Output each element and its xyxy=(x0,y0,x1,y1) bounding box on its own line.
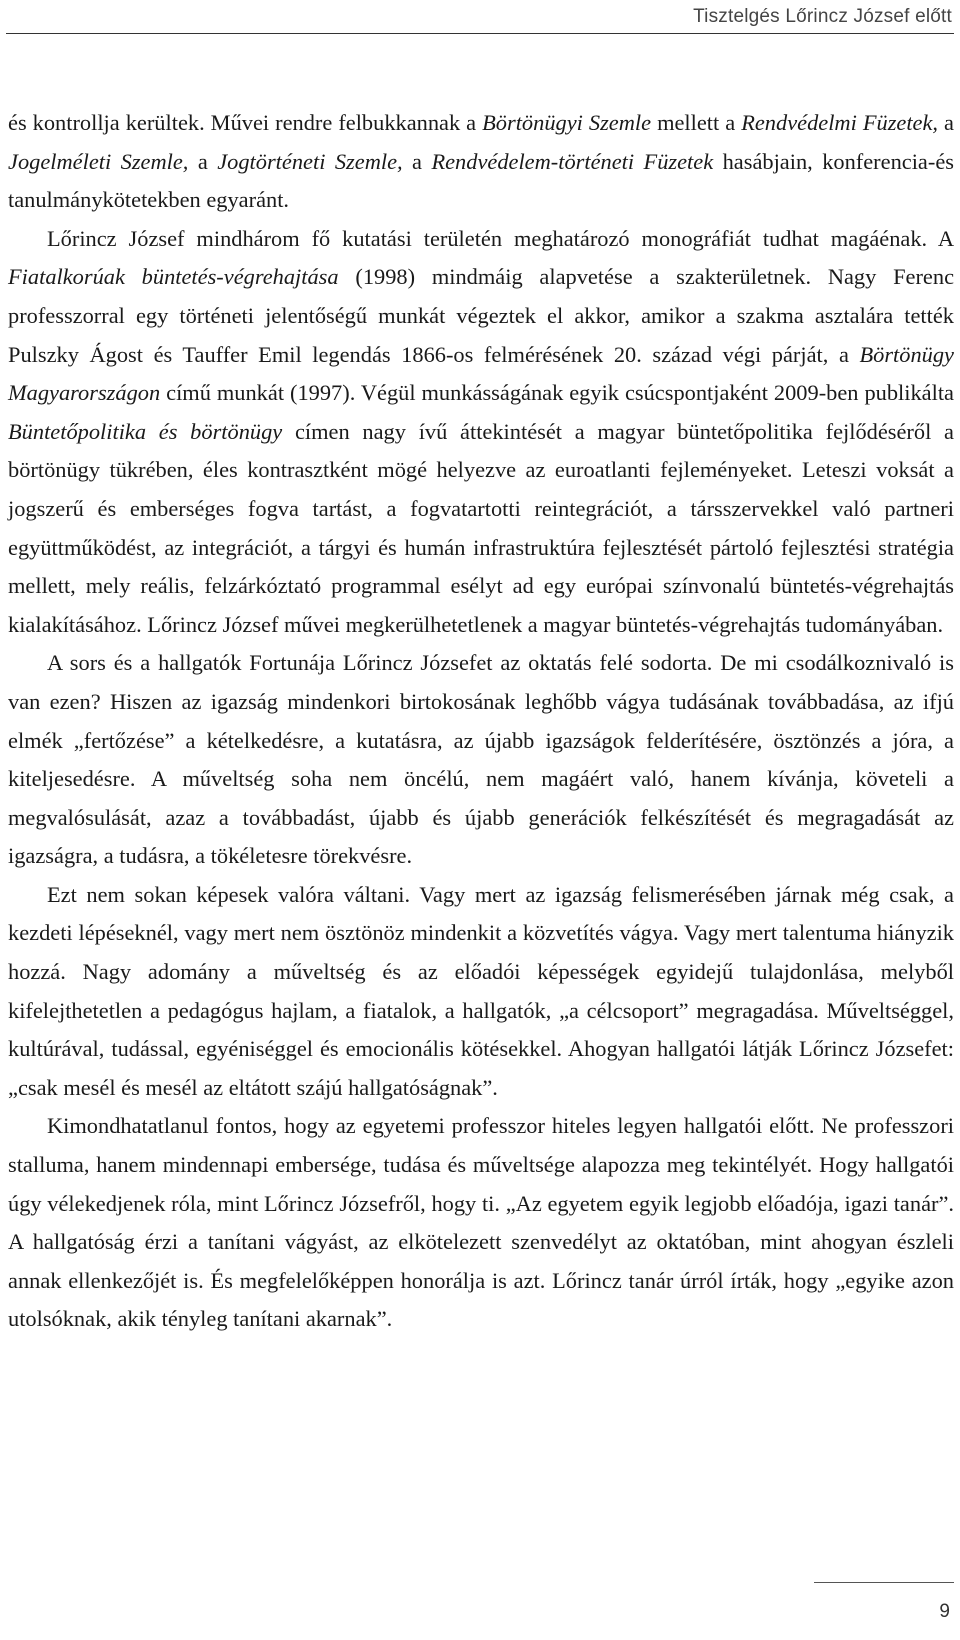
italic-title: Börtönügy Magyarországon xyxy=(8,341,954,406)
italic-title: Jogtörténeti Szemle, xyxy=(217,148,403,174)
body-paragraph xyxy=(8,876,954,1108)
text-run: a xyxy=(938,110,954,135)
italic-title: Rendvédelem-történeti Füzetek xyxy=(431,148,714,174)
italic-title: Rendvédelmi Füzetek, xyxy=(741,110,939,135)
body-paragraph xyxy=(8,644,954,876)
footer-rule xyxy=(814,1582,954,1583)
body-paragraph xyxy=(8,1107,954,1339)
running-header-title: Tisztelgés Lőrincz József előtt xyxy=(693,6,952,27)
italic-title: Fiatalkorúak büntetés-végrehajtása xyxy=(8,264,339,290)
article-body xyxy=(8,104,954,1339)
text-run: (1998) mindmáig alapvetése a szakterületnek. Nagy Ferenc professzorral egy történeti jelentőségű munkát végeztek el akkor, amikor a szakma asztalára tették Pulszky Ágost és Tauffer Emil legendás 1866-os felmérésének 20. század végi párját, a xyxy=(8,264,955,367)
text-run: hasábjain, konferencia-és tanulmánykötetekben egyaránt. xyxy=(8,148,954,213)
italic-title: Jogelméleti Szemle, xyxy=(8,148,189,174)
page-number: 9 xyxy=(939,1601,950,1622)
text-run: A sors és a hallgatók Fortunája Lőrincz Józsefet az oktatás felé sodorta. De mi csodálkoznivaló is van ezen? Hiszen az igazság mindenkori birtokosának leghőbb vágya tudásának továbbadása, az ifjú elmék „fertőzése” a kételkedésre, a kutatásra, az újabb igazságok felderítésére, ösztönzés a jóra, a kiteljesedésre. A műveltség soha nem öncélú, nem magáért való, hanem kívánja, követeli a megvalósulását, azaz a továbbadást, újabb és újabb generációk felkészítését és megragadását az igazságra, a tudásra, a tökéletesre törekvésre. xyxy=(8,650,954,869)
body-paragraph xyxy=(8,220,954,645)
text-run: címen nagy ívű áttekintését a magyar büntetőpolitika fejlődéséről a börtönügy tükrében, éles kontrasztként mögé helyezve az euroatlanti fejleményeket. Leteszi voksát a jogszerű és emberséges fogva tartást, a fogvatartotti reintegrációt, a társszervekkel való partneri együttműködést, az integrációt, a tárgyi és humán infrastruktúra fejlesztését pártoló fejlesztési stratégia mellett, mely reális, felzárkóztató programmal esélyt ad egy európai színvonalú büntetés-végrehajtás kialakításához. Lőrincz József művei megkerülhetetlenek a magyar büntetés-végrehajtás tudományában. xyxy=(8,418,954,637)
italic-title: Börtönügyi Szemle xyxy=(482,110,652,135)
text-run: Lőrincz József mindhárom fő kutatási területén meghatározó monográfiát tudhat magáénak. A xyxy=(47,225,954,251)
text-run: mellett a xyxy=(651,110,742,135)
body-paragraph xyxy=(8,104,954,220)
header-rule xyxy=(6,33,954,34)
text-run: és kontrollja kerültek. Művei rendre felbukkannak a xyxy=(8,110,483,135)
text-run: Kimondhatatlanul fontos, hogy az egyetemi professzor hiteles legyen hallgatói előtt. Ne professzori stalluma, hanem mindennapi embersége, tudása és műveltsége alapozza meg tekintélyét. Hogy hallgatói úgy vélekedjenek róla, mint Lőrincz Józsefről, hogy ti. „Az egyetem egyik legjobb előadója, igazi tanár”. A hallgatóság érzi a tanítani vágyást, az elkötelezett szenvedélyt az oktatóban, mint ahogyan észleli annak ellenkezőjét is. És megfelelőképpen honorálja is azt. Lőrincz tanár úrról írták, hogy „egyike azon utolsóknak, akik tényleg tanítani akarnak”. xyxy=(8,1113,954,1332)
text-run: Ezt nem sokan képesek valóra váltani. Vagy mert az igazság felismerésében járnak még csak, a kezdeti lépéseknél, vagy mert nem ösztönöz mindenkit a közvetítés vágya. Vagy mert talentuma hiányzik hozzá. Nagy adomány a műveltség és az előadói képességek egyidejű tulajdonlása, melyből kifelejthetetlen a pedagógus hajlam, a fiatalok, a hallgatók, „a célcsoport” megragadása. Műveltséggel, kultúrával, tudással, egyéniséggel és emocionális kötésekkel. Ahogyan hallgatói látják Lőrincz Józsefet: „csak mesél és mesél az eltátott szájú hallgatóságnak”. xyxy=(8,881,954,1100)
text-run: a xyxy=(402,148,432,174)
text-run: című munkát (1997). Végül munkásságának egyik csúcspontjaként 2009-ben publikálta xyxy=(160,380,954,406)
text-run: a xyxy=(188,148,218,174)
italic-title: Büntetőpolitika és börtönügy xyxy=(8,418,283,444)
